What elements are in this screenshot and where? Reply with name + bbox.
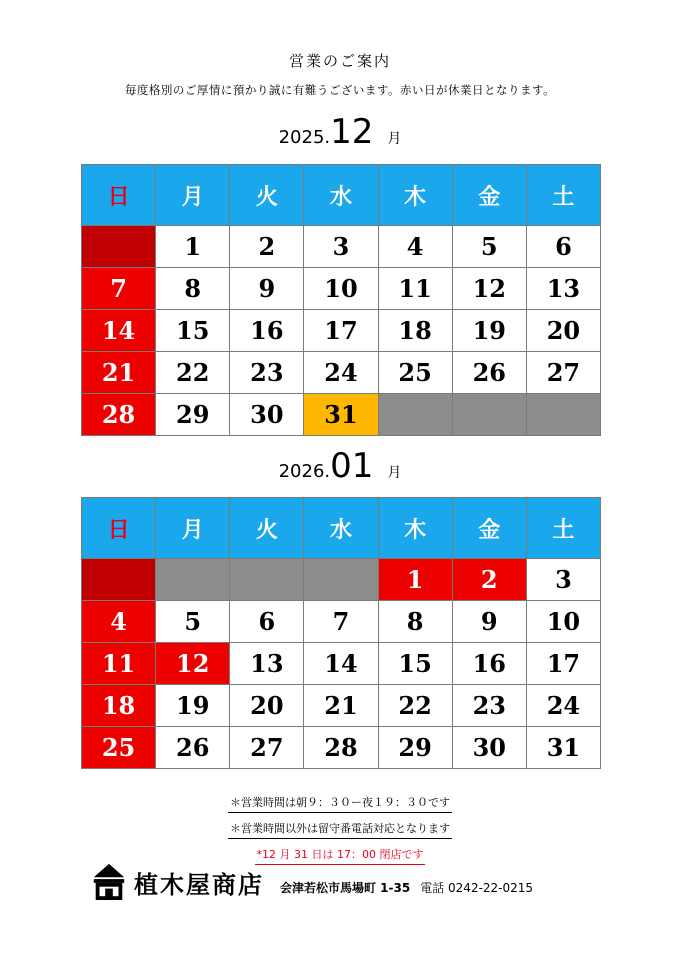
week-row [82,310,601,352]
weekday-header-row [82,498,601,559]
week-row [82,727,601,769]
day-cell: 15 [378,643,452,685]
day-cell: 16 [230,310,304,352]
page-subtitle: 毎度格別のご厚情に預かり誠に有難うございます。赤い日が休業日となります。 [124,83,556,97]
calendar-january-2026 [81,497,601,769]
day-cell: 12 [156,643,230,685]
day-cell: 24 [526,685,600,727]
day-cell: 9 [452,601,526,643]
weekday-header: 土 [526,165,600,226]
weekday-header: 木 [378,498,452,559]
day-cell: 7 [82,268,156,310]
weekday-header: 火 [230,498,304,559]
month-heading-december [0,112,680,152]
shop-logo-icon [90,862,128,900]
week-row [82,226,601,268]
weekday-header: 月 [156,165,230,226]
empty-day-cell [230,559,304,601]
week-row [82,394,601,436]
day-cell: 31 [304,394,378,436]
weekday-header: 水 [304,165,378,226]
day-cell: 16 [452,643,526,685]
weekday-header: 金 [452,498,526,559]
answering-machine-note: ＊営業時間以外は留守番電話対応となります [228,820,452,839]
day-cell: 28 [82,394,156,436]
day-cell: 3 [304,226,378,268]
day-cell: 27 [526,352,600,394]
weekday-header: 月 [156,498,230,559]
day-cell: 1 [378,559,452,601]
month-heading-january [0,446,680,486]
day-cell: 5 [452,226,526,268]
day-cell: 24 [304,352,378,394]
year-label: 2026. [278,461,331,482]
day-cell: 21 [304,685,378,727]
day-cell: 15 [156,310,230,352]
notes-section [0,794,680,872]
empty-day-cell [156,559,230,601]
shop-phone: 電話 0242-22-0215 [420,881,534,895]
week-row [82,685,601,727]
day-cell: 25 [378,352,452,394]
day-cell: 11 [82,643,156,685]
day-cell: 26 [452,352,526,394]
day-cell: 11 [378,268,452,310]
day-cell: 30 [452,727,526,769]
day-cell: 6 [526,226,600,268]
day-cell: 26 [156,727,230,769]
day-cell: 17 [304,310,378,352]
day-cell: 22 [156,352,230,394]
weekday-header-row [82,165,601,226]
weekday-header: 日 [82,165,156,226]
year-label: 2025. [278,127,331,148]
day-cell: 19 [156,685,230,727]
day-cell: 1 [156,226,230,268]
empty-day-cell [82,559,156,601]
weekday-header: 火 [230,165,304,226]
day-cell: 19 [452,310,526,352]
day-cell: 31 [526,727,600,769]
calendar-december-2025 [81,164,601,436]
week-row [82,352,601,394]
week-row [82,601,601,643]
empty-day-cell [82,226,156,268]
week-row [82,268,601,310]
day-cell: 27 [230,727,304,769]
day-cell: 20 [230,685,304,727]
day-cell: 6 [230,601,304,643]
day-cell: 13 [230,643,304,685]
special-closing-note: *12 月 31 日は 17：00 閉店です [255,846,426,865]
footer [90,862,533,900]
page-title: 営業のご案内 [288,52,391,70]
day-cell: 17 [526,643,600,685]
day-cell: 10 [304,268,378,310]
day-cell: 2 [452,559,526,601]
weekday-header: 木 [378,165,452,226]
day-cell: 2 [230,226,304,268]
weekday-header: 金 [452,165,526,226]
day-cell: 23 [230,352,304,394]
day-cell: 20 [526,310,600,352]
day-cell: 25 [82,727,156,769]
day-cell: 14 [304,643,378,685]
empty-day-cell [304,559,378,601]
day-cell: 10 [526,601,600,643]
day-cell: 8 [378,601,452,643]
day-cell: 18 [378,310,452,352]
day-cell: 12 [452,268,526,310]
day-cell: 28 [304,727,378,769]
day-cell: 7 [304,601,378,643]
day-cell: 8 [156,268,230,310]
day-cell: 21 [82,352,156,394]
shop-address: 会津若松市馬場町 1-35 [280,881,411,895]
business-hours-note: ＊営業時間は朝９：３０ー夜１９：３０です [228,794,452,813]
day-cell: 29 [156,394,230,436]
day-cell: 18 [82,685,156,727]
day-cell: 5 [156,601,230,643]
day-cell: 29 [378,727,452,769]
day-cell: 23 [452,685,526,727]
weekday-header: 土 [526,498,600,559]
day-cell: 4 [378,226,452,268]
day-cell: 30 [230,394,304,436]
shop-name: 植木屋商店 [134,870,264,899]
day-cell: 14 [82,310,156,352]
week-row [82,643,601,685]
day-cell: 3 [526,559,600,601]
weekday-header: 水 [304,498,378,559]
empty-day-cell [526,394,600,436]
week-row [82,559,601,601]
day-cell: 4 [82,601,156,643]
empty-day-cell [452,394,526,436]
month-number: 01 [330,446,374,486]
day-cell: 22 [378,685,452,727]
month-unit: 月 [387,465,402,481]
month-unit: 月 [387,131,402,147]
empty-day-cell [378,394,452,436]
weekday-header: 日 [82,498,156,559]
month-number: 12 [330,112,374,152]
day-cell: 9 [230,268,304,310]
day-cell: 13 [526,268,600,310]
